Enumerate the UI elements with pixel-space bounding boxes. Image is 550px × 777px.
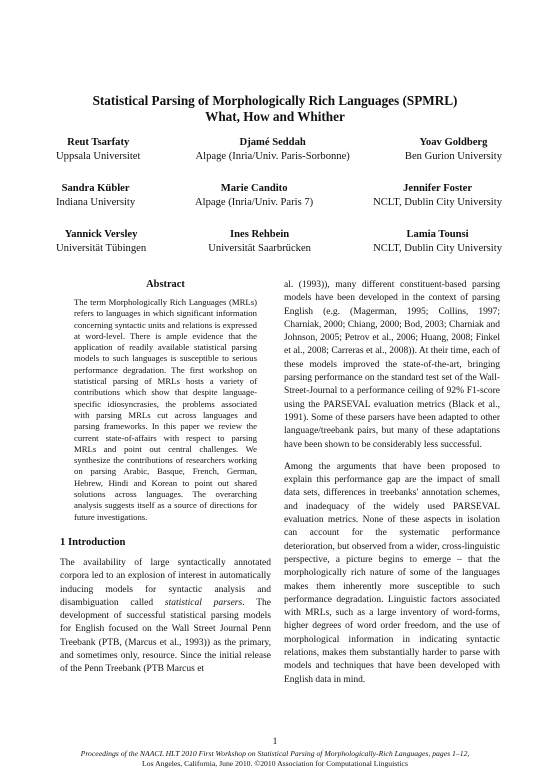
author-affiliation: NCLT, Dublin City University [373,243,502,254]
author-affiliation: NCLT, Dublin City University [373,197,502,208]
left-column [60,279,271,677]
body-paragraph-2: Among the arguments that have been proposed to explain this performance gap are the impact of small data sets, differences in treebanks' annotation schemes, and inadequacy of the widely used PARSEVAL evaluation metrics. None of these aspects in isolation can account for the systematic performance deterioration, but observed from a wider, cross-linguistic perspective, a picture begins to emerge – that the morphologically rich nature of some of the languages makes them inherently more susceptible to such performance degradation. Linguistic factors associated with MRLs, such as a large inventory of word-forms, higher degrees of word order freedom, and the use of morphological information in indicating syntactic relations, makes them substantially harder to parse with models and techniques that have been developed with English data in mind. [284,461,500,685]
author-block [56,182,135,210]
author-block [373,228,502,256]
author-block [56,228,146,256]
intro-paragraph [60,557,271,677]
page-number: 1 [272,737,278,747]
author-name: Yoav Goldberg [419,137,488,148]
intro-emphasis: statistical parsers [164,597,243,608]
title-line-1: Statistical Parsing of Morphologically Rich Languages (SPMRL) [92,93,458,108]
author-name: Reut Tsarfaty [67,137,130,148]
author-block [373,182,502,210]
section-heading-introduction: 1 Introduction [60,536,126,548]
author-row-1 [56,136,502,164]
paper-title [0,93,550,125]
proceedings-citation: Proceedings of the NAACL HLT 2010 First Workshop on Statistical Parsing of Morphologically-Rich Languages, pages 1–12, [80,749,470,758]
author-affiliation: Universität Saarbrücken [208,243,311,254]
author-affiliation: Alpage (Inria/Univ. Paris-Sorbonne) [195,151,350,162]
author-affiliation: Universität Tübingen [56,243,147,254]
author-affiliation: Alpage (Inria/Univ. Paris 7) [195,197,314,208]
abstract-heading: Abstract [146,279,185,290]
abstract-text: The term Morphologically Rich Languages (MRLs) refers to languages in which significant information concerning syntactic units and relations is expressed at word-level. There is ample evidence that the application of readily available statistical parsing models to such languages is susceptible to serious performance degradation. The first workshop on statistical parsing of MRLs hosts a variety of contributions which show that despite language-specific idiosyncrasies, the problems associated with parsing MRLs cut across languages and parsing frameworks. In this paper we review the current state-of-affairs with respect to parsing MRLs and point out central challenges. We synthesize the contributions of researchers working on parsing Arabic, Basque, French, German, Hebrew, Hindi and Korean to point out shared solutions across languages. The overarching analysis suggests itself as a source of directions for future investigations. [74,297,257,522]
author-row-2 [56,182,502,210]
author-name: Sandra Kübler [61,183,130,194]
author-row-3 [56,228,502,256]
author-block [195,136,349,164]
author-name: Djamé Seddah [239,137,306,148]
copyright-line: Los Angeles, California, June 2010. ©2010 Association for Computational Linguistics [142,759,408,768]
right-column [284,279,500,687]
title-line-2: What, How and Whither [205,109,345,124]
author-affiliation: Ben Gurion University [404,151,502,162]
author-name: Yannick Versley [64,229,138,240]
intro-text-b: . The development of successful statistical parsing models for English focused on the Wall Street Journal Penn Treebank (PTB, (Marcus et al., 1993)) as the primary, and sometimes only, resource. Since the initial release of the Penn Treebank (PTB Marcus et [60,597,271,675]
author-name: Marie Candito [220,183,288,194]
page-footer [0,737,550,769]
author-name: Ines Rehbein [230,229,290,240]
author-affiliation: Indiana University [56,197,136,208]
author-block [208,228,311,256]
author-block [405,136,502,164]
author-block [56,136,140,164]
author-affiliation: Uppsala Universitet [56,151,141,162]
intro-text-a: The availability of large syntactically annotated corpora led to an explosion of interest in automatically inducing models for syntactic analysis and disambiguation called [60,557,271,608]
author-block [195,182,313,210]
body-paragraph-1: al. (1993)), many different constituent-based parsing models have been developed in the context of parsing English (e.g. (Magerman, 1995; Collins, 1997; Charniak, 2000; Chiang, 2000; Bod, 2003; Charniak and Johnson, 2005; Petrov et al., 2006; Huang, 2008; Finkel et al., 2008; Carreras et al., 2008)). At their time, each of these models improved the state-of-the-art, bringing parsing performance on the standard test set of the Wall-Street-Journal to a performance ceiling of 92% F1-score using the PARSEVAL evaluation metrics (Black et al., 1991). Some of these parsers have been adapted to other language/treebank pairs, but many of these adaptations have been shown to be considerably less successful. [284,280,500,450]
author-name: Lamia Tounsi [406,229,469,240]
author-name: Jennifer Foster [403,183,473,194]
